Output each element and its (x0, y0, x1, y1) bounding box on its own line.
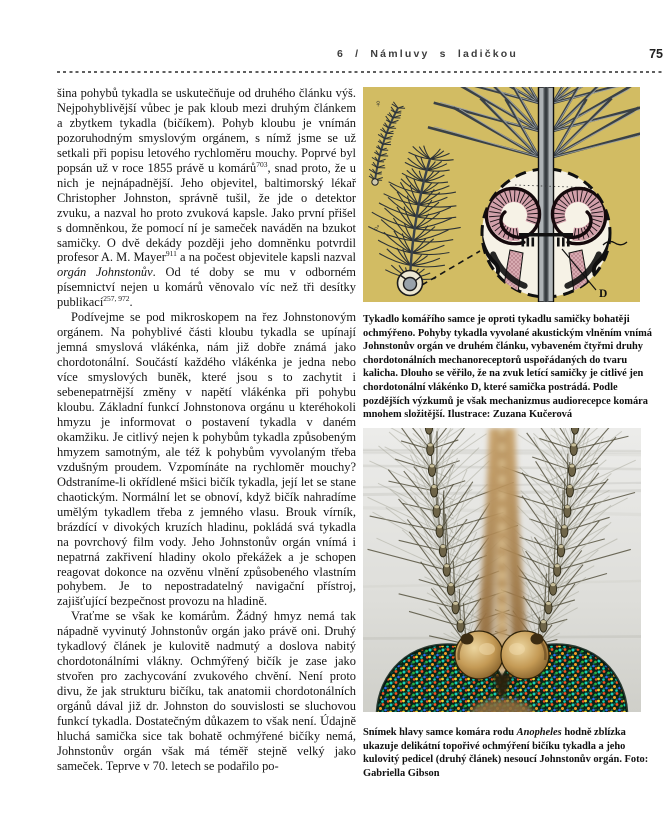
text-run: . Od té doby se mu v odborném písemnictví nejen u komárů věnovalo víc než tři desítky publikací (57, 265, 356, 310)
d-label: D (599, 288, 608, 300)
johnston-organ-illustration-svg (363, 87, 640, 302)
text-run: 257, 972 (103, 294, 130, 304)
paragraph (57, 310, 356, 609)
header-dotted-rule (57, 71, 663, 73)
text-run: Podívejme se pod mikroskopem na řez Johnstonovým orgánem. Na pohyblivé části kloubu tykadla se upínají jemná smyslová vlákénka, nám již dobře známá jako chordotonální. Součástí každého vlákénka je jedna nebo více smyslových buněk, které jsou s to zachytit i sebenepatrnější změny v napětí vlákénka při pohybu kloubu. Základní funkcí Johnstonova orgánu u kteréhokoli hmyzu je informovat o postavení tykadla v daném okamžiku. Je citlivý nejen k pohybům tykadla způsobeným hmyzem samotným, ale též k pohybům vyvolaným třeba vzdušným proudem. Vzpomínáte na rychloměr mouchy? Odstraníme-li okřídlené mšici bičík tykadla, její let se stane chaotickým. Normální let se obnoví, když bičík nahradíme umělým tykadlem třeba z jemného vlasu. Brouk vírník, brázdící v divokých kruzích hladinu, pokládá svá tykadla na povrchový film vody. Jeho Johnstonův orgán vnímá i nepatrná zakřivení hladiny okolo překážek a je schopen reagovat dokonce na ozvěnu vlnění způsobeného vlastním pohybem. Je to nepostradatelný navigační přístroj, zajišťující bezpečnost provozu na hladině. (57, 310, 356, 609)
text-run: šina pohybů tykadla se uskutečňuje od druhého článku výš. Nejpohyblivější vůbec je pak kloub mezi druhým článkem a zbytkem tykadla (bičíkem). Pohyb kloubu je vnímán pozoruhodným smyslovým orgánem, s nímž jsme se už setkali při popisu letového rychloměru mouchy. Poprvé byl popsán už v roce 1855 právě u komárů (57, 86, 356, 175)
text-run: Tykadlo komářího samce je oproti tykadlu samičky bohatěji ochmýřeno. Pohyby tykadla vyvolané akustickým vlněním vnímá Johnstonův orgán ve druhém článku, vybaveném čtyřmi druhy chordotonálních mechanoreceptorů uspořádaných do tvaru kalicha. Dlouho se věřilo, že na zvuk letící samičky je citlivé jen chordotonální vlákénko D, které samička postrádá. Podle pozdějších výzkumů je však mechanizmus audiorecepce komára mnohem složitější. Ilustrace: Zuzana Kučerová (363, 314, 652, 421)
paragraph (57, 86, 356, 310)
page-number: 75 (649, 47, 663, 61)
male-symbol-icon: ♂ (373, 223, 381, 234)
pedicel-left (455, 631, 503, 679)
pedicel-right (501, 631, 549, 679)
text-run: hodně zblízka ukazuje delikátní topořivé ochmýření bičíku tykadla a jeho kulovitý pedicel (druhý článek) nesoucí Johnstonův orgán. Foto: Gabriella Gibson (363, 727, 649, 779)
figure-johnston-organ-illustration (363, 87, 640, 302)
female-symbol-icon: ♀ (374, 98, 383, 110)
illustration-caption (363, 313, 662, 422)
text-run: orgán Johnstonův (57, 265, 153, 280)
text-run: . (129, 295, 133, 310)
text-run: a na počest objevitele kapsli nazval (176, 250, 356, 265)
text-run: Snímek hlavy samce komára rodu (363, 727, 517, 738)
text-run: 911 (165, 249, 177, 259)
antenna-shaft (539, 87, 554, 302)
figure-anopheles-head-photo (363, 428, 641, 712)
photo-caption (363, 726, 662, 780)
running-head: 6 / Námluvy s ladičkou (337, 48, 519, 60)
text-run: Vraťme se však ke komárům. Žádný hmyz nemá tak nápadně vyvinutý Johnstonův orgán jako právě oni. Druhý tykadlový článek je kulovitě nadmutý a doslova nabitý chordotonálními vlákny. Ochmýřený bičík je zase jako stvořen pro zachycování zvukového chvění. Není proto divu, že jak strukturu bičíku, tak anatomii chordotonálních orgánů dával již dr. Johnston do souvislosti se sluchovou funkcí tykadla. Dostatečným důkazem to však není. Údajně hluchá samička sice tak bohatě ochmýřené bičíky nemá, Johnstonův orgán však má téměř stejně velký jako sameček. Teprve v 70. letech se podařilo po- (57, 609, 356, 773)
text-run: 703 (256, 159, 268, 169)
text-run: Anopheles (516, 727, 562, 738)
body-text (57, 86, 356, 774)
text-run: , snad proto, že u nich je nejnápadnější. Jeho objevitel, baltimorský lékař Christopher Johnston, správně tušil, že jde o detektor zvuku, a nazval ho proto zvuková kapsle. Jako první přišel s domněnkou, že pomocí ní je sameček naváděn na bzukot samičky. O dvě dekády později jeho domněnku potvrdil profesor A. M. Mayer (57, 160, 356, 265)
anopheles-head-photo-svg (363, 428, 641, 712)
paragraph (57, 609, 356, 773)
